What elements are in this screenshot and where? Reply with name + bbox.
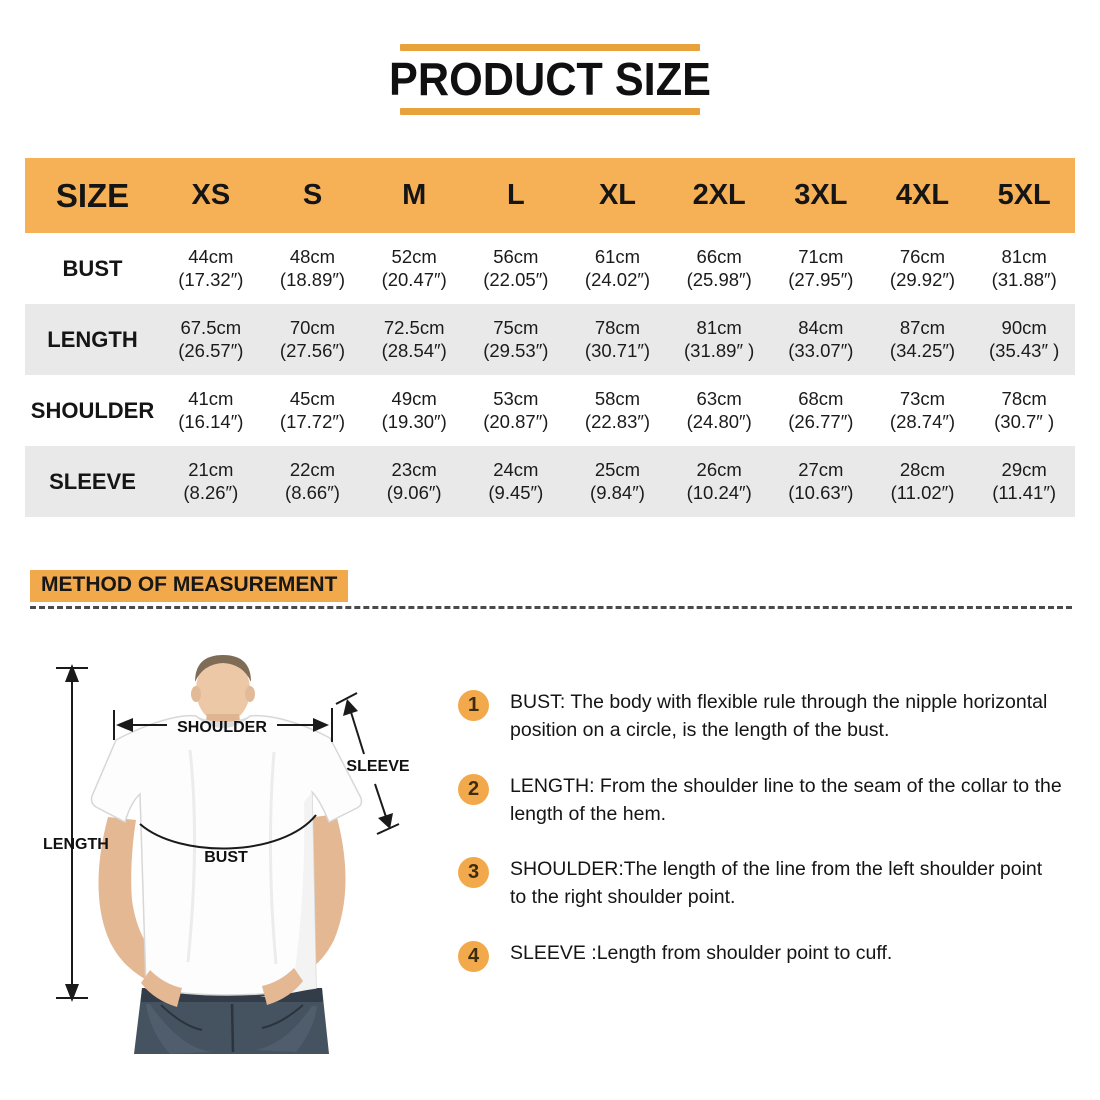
size-table bbox=[25, 158, 1075, 517]
note-number-badge: 2 bbox=[458, 774, 489, 805]
measurement-cell: 49cm (19.30″) bbox=[381, 387, 447, 432]
row-label-shoulder: SHOULDER bbox=[30, 397, 155, 423]
tshirt-measurement-diagram bbox=[30, 652, 450, 1062]
size-column-header: 4XL bbox=[872, 158, 974, 233]
measurement-cell: 81cm (31.88″) bbox=[991, 245, 1057, 290]
measurement-cell: 75cm (29.53″) bbox=[465, 304, 567, 375]
measurement-cell: 73cm (28.74″) bbox=[889, 387, 956, 432]
measurement-cell: 44cm (17.32″) bbox=[178, 245, 244, 290]
measurement-cell: 58cm (22.83″) bbox=[584, 387, 651, 432]
measurement-cell: 68cm (26.77″) bbox=[788, 387, 854, 432]
measurement-cell: 27cm (10.63″) bbox=[770, 446, 872, 517]
note-item bbox=[458, 939, 1063, 972]
measurement-cell: 61cm (24.02″) bbox=[584, 245, 651, 290]
measurement-cell: 22cm (8.66″) bbox=[262, 446, 364, 517]
size-column-header: 3XL bbox=[770, 158, 872, 233]
row-label-bust: BUST bbox=[62, 255, 123, 281]
note-text: BUST: The body with flexible rule through the nipple horizontal position on a circle, is the length of the bust. bbox=[510, 691, 1048, 742]
measurement-cell: 63cm (24.80″) bbox=[686, 387, 752, 432]
measurement-cell: 66cm (25.98″) bbox=[686, 245, 752, 290]
note-text: SLEEVE :Length from shoulder point to cuff. bbox=[510, 941, 893, 964]
measurement-cell: 29cm (11.41″) bbox=[973, 446, 1075, 517]
note-text: SHOULDER:The length of the line from the left shoulder point to the right shoulder point. bbox=[510, 858, 1043, 909]
title-bottom-bar bbox=[400, 108, 700, 115]
size-column-header: M bbox=[363, 158, 465, 233]
note-item bbox=[458, 855, 1063, 912]
note-item bbox=[458, 688, 1063, 745]
measurement-cell: 87cm (34.25″) bbox=[872, 304, 974, 375]
note-item bbox=[458, 772, 1063, 829]
measurement-cell: 71cm (27.95″) bbox=[788, 245, 854, 290]
measurement-cell: 52cm (20.47″) bbox=[381, 245, 447, 290]
measurement-cell: 78cm (30.71″) bbox=[567, 304, 669, 375]
measurement-cell: 25cm (9.84″) bbox=[567, 446, 669, 517]
note-number-badge: 1 bbox=[458, 690, 489, 721]
size-column-header: XL bbox=[567, 158, 669, 233]
size-column-header: 5XL bbox=[973, 158, 1075, 233]
size-column-header: XS bbox=[160, 158, 262, 233]
measurement-cell: 41cm (16.14″) bbox=[178, 387, 244, 432]
page-title-block bbox=[0, 44, 1100, 115]
measurement-cell: 67.5cm (26.57″) bbox=[160, 304, 262, 375]
length-arrow bbox=[56, 668, 88, 998]
measurement-cell: 26cm (10.24″) bbox=[668, 446, 770, 517]
note-number-badge: 3 bbox=[458, 857, 489, 888]
size-column-header: L bbox=[465, 158, 567, 233]
measurement-cell: 48cm (18.89″) bbox=[279, 245, 346, 290]
bust-label: BUST bbox=[204, 849, 248, 866]
measurement-cell: 45cm (17.72″) bbox=[279, 387, 346, 432]
measurement-cell: 28cm (11.02″) bbox=[872, 446, 974, 517]
row-label-sleeve: SLEEVE bbox=[25, 446, 160, 517]
measurement-cell: 53cm (20.87″) bbox=[483, 387, 549, 432]
measurement-cell: 24cm (9.45″) bbox=[465, 446, 567, 517]
measurement-cell: 70cm (27.56″) bbox=[262, 304, 364, 375]
measurement-cell: 78cm (30.7″ ) bbox=[994, 387, 1055, 432]
row-label-length: LENGTH bbox=[25, 304, 160, 375]
note-text: LENGTH: From the shoulder line to the seam of the collar to the length of the hem. bbox=[510, 774, 1062, 825]
shoulder-label: SHOULDER bbox=[177, 719, 267, 736]
measurement-cell: 23cm (9.06″) bbox=[363, 446, 465, 517]
size-column-header: 2XL bbox=[668, 158, 770, 233]
sleeve-label: SLEEVE bbox=[346, 758, 410, 775]
measurement-cell: 81cm (31.89″ ) bbox=[668, 304, 770, 375]
method-of-measurement-heading: METHOD OF MEASUREMENT bbox=[30, 570, 348, 602]
measurement-cell: 84cm (33.07″) bbox=[770, 304, 872, 375]
measurement-cell: 76cm (29.92″) bbox=[889, 245, 956, 290]
note-number-badge: 4 bbox=[458, 941, 489, 972]
length-label: LENGTH bbox=[43, 836, 109, 853]
measurement-cell: 72.5cm (28.54″) bbox=[363, 304, 465, 375]
title-top-bar bbox=[400, 44, 700, 51]
notes-list bbox=[458, 688, 1063, 999]
measurement-cell: 56cm (22.05″) bbox=[483, 245, 549, 290]
measurement-cell: 21cm (8.26″) bbox=[160, 446, 262, 517]
page-title: PRODUCT SIZE bbox=[389, 53, 711, 105]
dashed-separator bbox=[30, 606, 1072, 609]
size-column-header: S bbox=[262, 158, 364, 233]
size-table-corner-header: SIZE bbox=[25, 158, 160, 233]
measurement-cell: 90cm (35.43″ ) bbox=[973, 304, 1075, 375]
